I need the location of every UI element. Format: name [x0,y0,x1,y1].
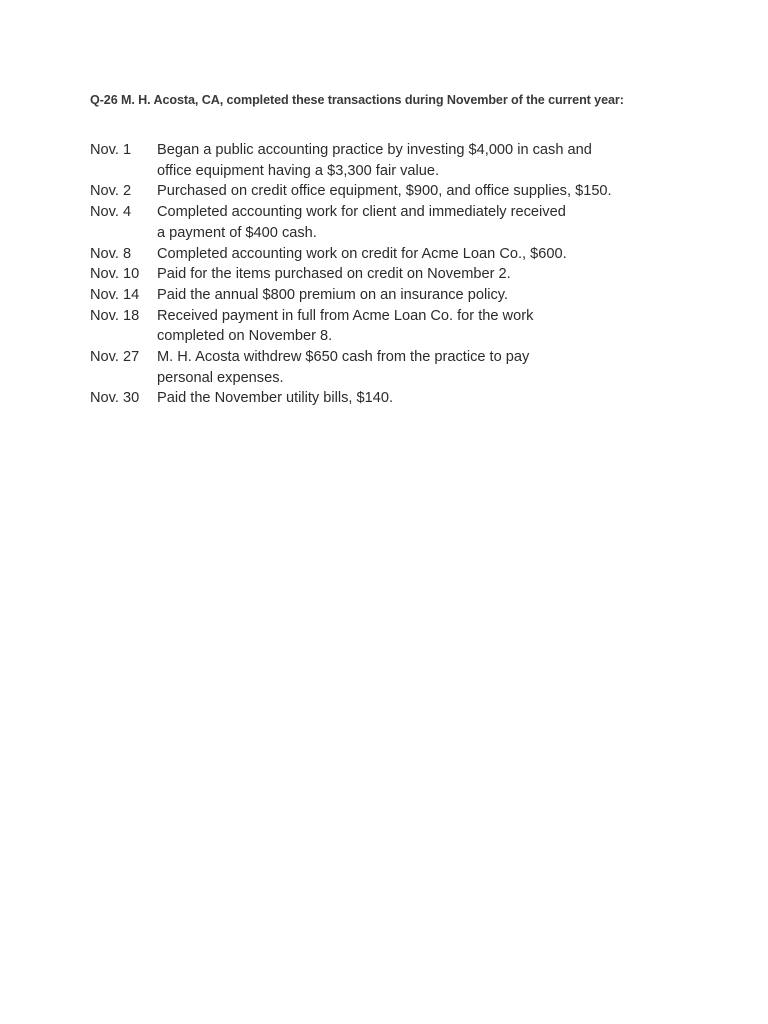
description-line: Completed accounting work for client and immediately received [157,204,566,221]
transaction-date: Nov. 30 [90,390,140,407]
description-line: a payment of $400 cash. [157,224,317,241]
transaction-date: Nov. 14 [90,286,140,303]
transaction-date: Nov. 1 [90,142,132,158]
transaction-list [90,140,730,409]
transaction-row [90,202,730,243]
transaction-row [90,388,730,409]
transaction-row [90,264,730,285]
transaction-row [90,285,730,306]
description-line: personal expenses. [157,369,284,386]
description-line: Paid the November utility bills, $140. [157,390,394,407]
description-line: Paid the annual $800 premium on an insurance policy. [157,286,509,303]
transaction-date: Nov. 8 [90,245,132,262]
transaction-row [90,140,730,181]
transaction-row [90,244,730,265]
transaction-description [157,264,730,285]
description-line: Paid for the items purchased on credit on November 2. [157,266,511,283]
transaction-date: Nov. 4 [90,204,132,221]
transaction-description [157,388,730,409]
transaction-row [90,181,730,202]
transaction-row [90,347,730,388]
description-line: Completed accounting work on credit for Acme Loan Co., $600. [157,245,567,262]
description-line: completed on November 8. [157,328,333,345]
transaction-row [90,306,730,347]
transaction-description [157,244,730,265]
transaction-description [157,285,730,306]
transaction-description [157,140,730,181]
description-line: Purchased on credit office equipment, $900, and office supplies, $150. [157,183,612,200]
transaction-description [157,347,730,388]
transaction-date: Nov. 2 [90,183,132,200]
transaction-description [157,181,730,202]
transaction-date: Nov. 10 [90,266,140,283]
description-line: office equipment having a $3,300 fair value. [157,162,440,179]
transaction-date: Nov. 18 [90,307,140,324]
transaction-description [157,306,730,347]
description-line: Received payment in full from Acme Loan Co. for the work [157,307,534,324]
transaction-date: Nov. 27 [90,349,140,366]
question-heading: Q-26 M. H. Acosta, CA, completed these transactions during November of the current year: [90,93,624,107]
transaction-description [157,202,730,243]
description-line: M. H. Acosta withdrew $650 cash from the practice to pay [157,349,530,366]
description-line: Began a public accounting practice by investing $4,000 in cash and [157,142,592,158]
